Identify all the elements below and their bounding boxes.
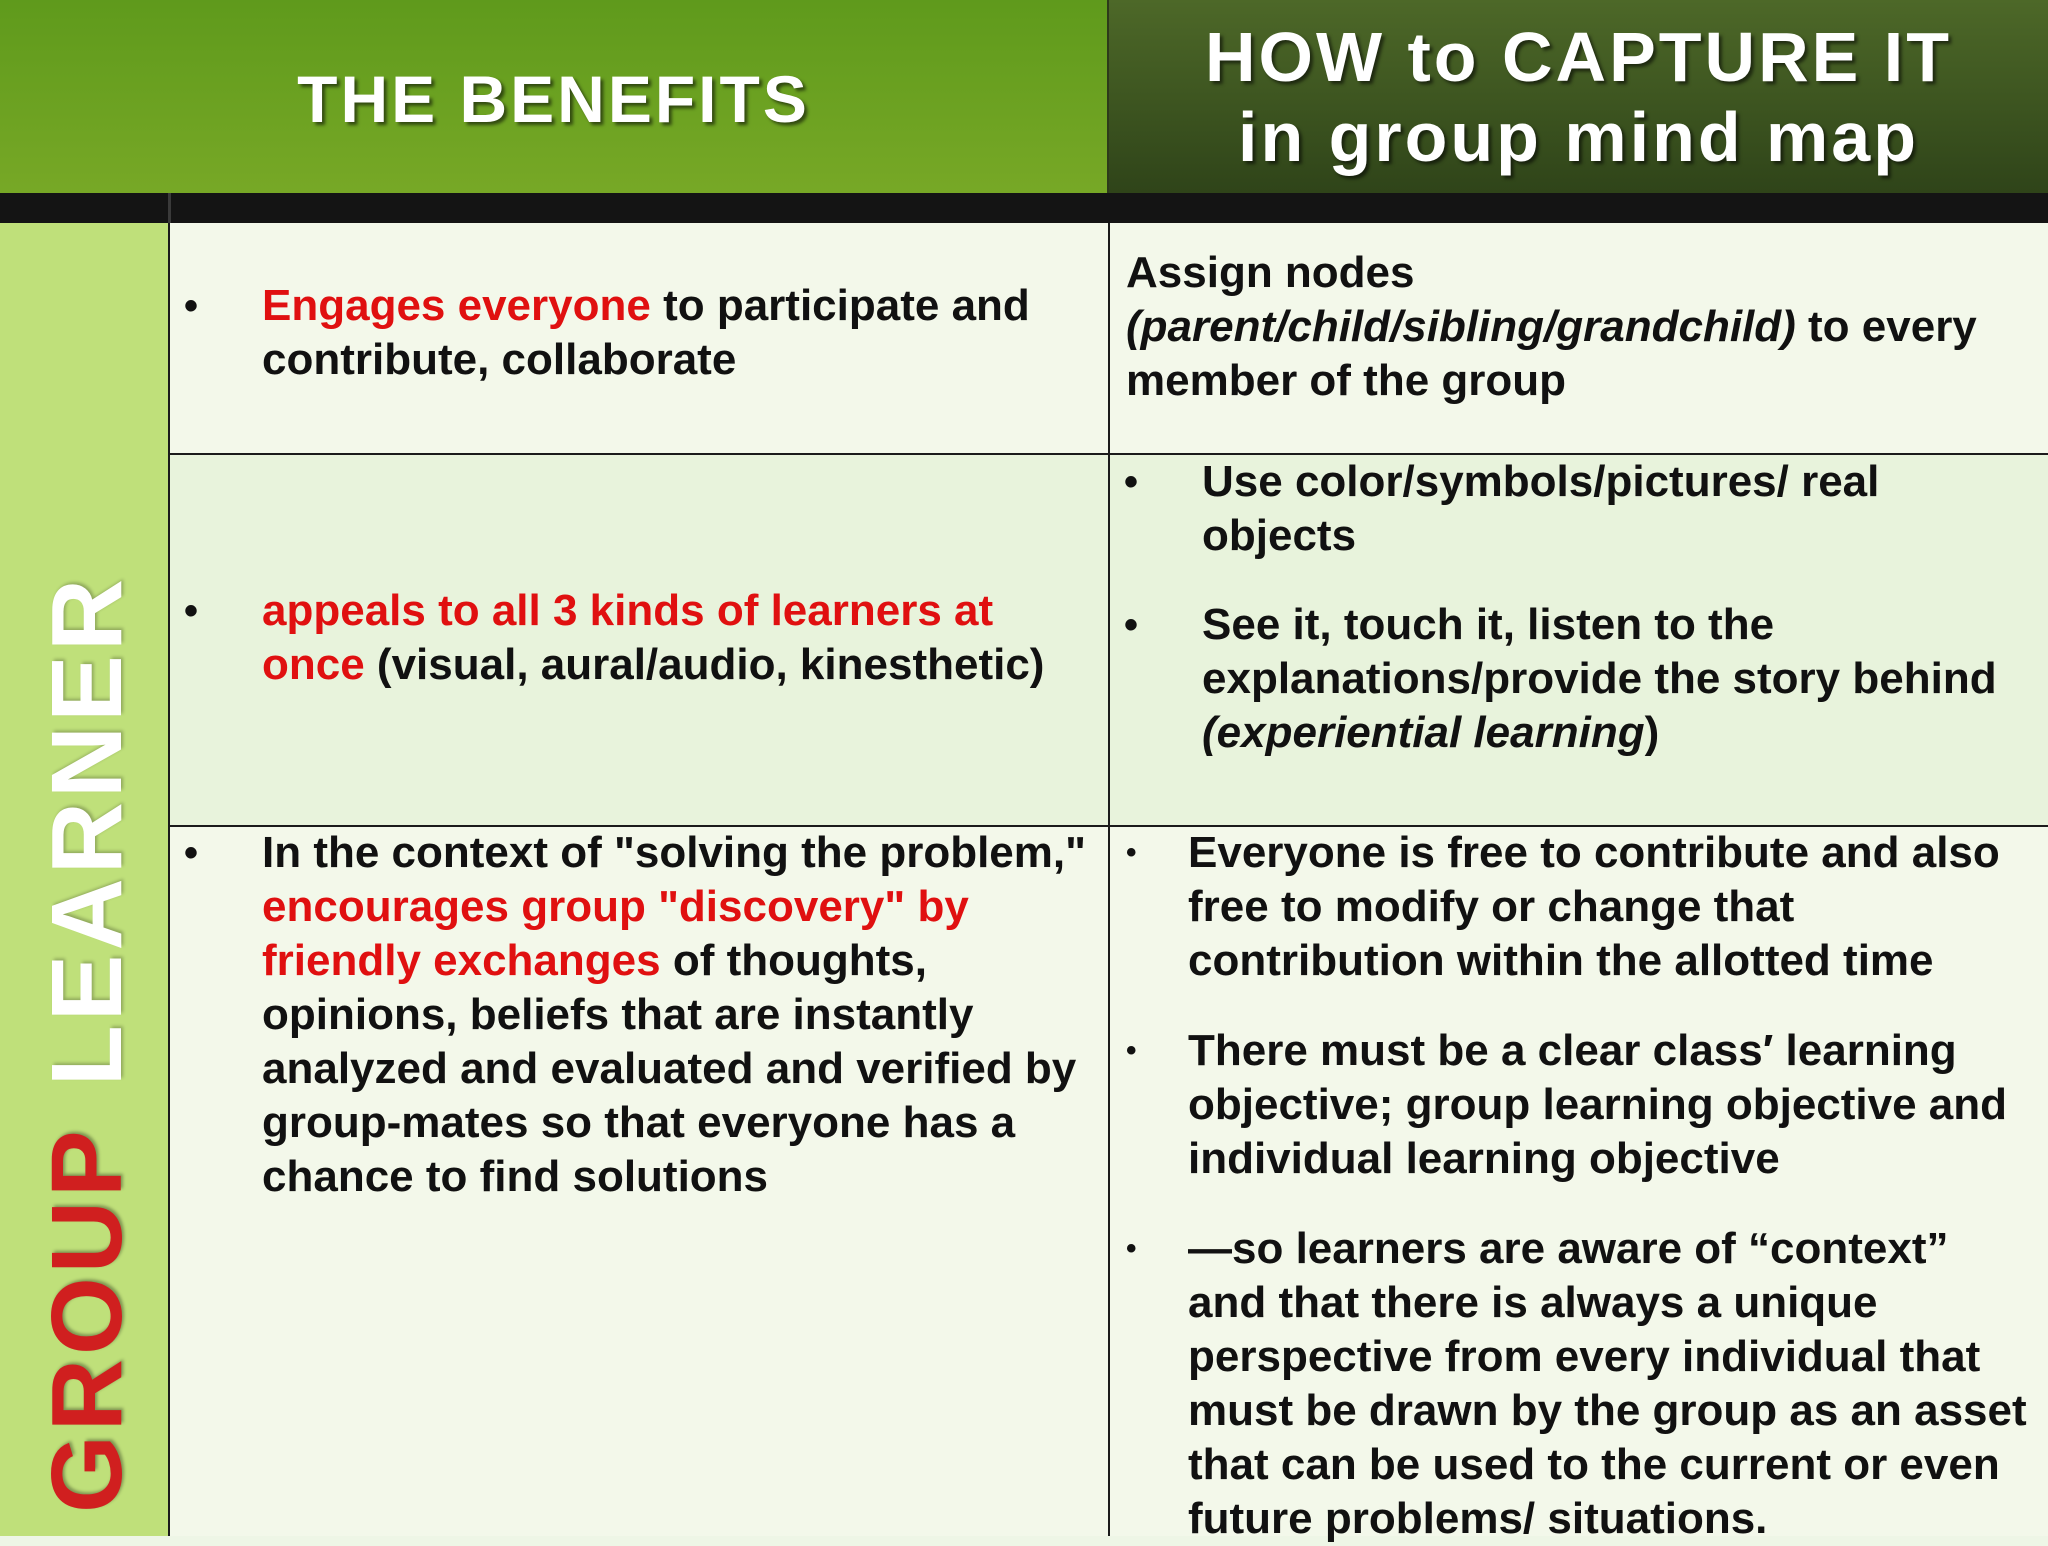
benefits-title: THE BENEFITS [297, 61, 810, 136]
capture-header [1109, 0, 2048, 193]
benefit-text-3 [262, 826, 1097, 1204]
capture-1-after-italic: to every [1795, 302, 1977, 351]
capture-2-item2-close: ) [1644, 708, 1660, 757]
capture-1-line2 [1126, 300, 2036, 354]
capture-1-italic: (parent/child/sibling/grandchild) [1126, 302, 1796, 351]
bullet-dot: • [184, 831, 199, 875]
bullet-dot: • [1124, 603, 1139, 647]
capture-title-line2: in group mind map [1238, 97, 1919, 176]
side-label-column [0, 223, 170, 1536]
capture-2-item1: Use color/symbols/pictures/ real objects [1202, 457, 1880, 560]
header-divider-bar [0, 193, 2048, 223]
column-divider [1108, 223, 1110, 1536]
capture-3-item3: —so learners are aware of “context” and that there is always a unique perspective from every individual that must be drawn by the group as an asset that can be used to the current or even future problems/ situations. [1188, 1224, 2027, 1543]
capture-1-line1: Assign nodes [1126, 248, 1415, 297]
benefit-3-start: In the context of "solving the problem," [262, 828, 1086, 877]
benefit-1-rest: to participate and contribute, collaborate [262, 281, 1030, 384]
bullet-dot: • [1126, 836, 1137, 869]
capture-1-line3: member of the group [1126, 356, 1567, 405]
capture-3-item1: Everyone is free to contribute and also free to modify or change that contribution within the allotted time [1188, 828, 2000, 985]
capture-text-1 [1126, 246, 2036, 408]
benefits-header [0, 0, 1109, 193]
bullet-dot: • [1124, 460, 1139, 504]
benefit-text-1 [262, 279, 1092, 387]
benefit-1-highlight: Engages everyone [262, 281, 651, 330]
bullet-dot: • [1126, 1034, 1137, 1067]
side-label-learner: LEARNER [31, 574, 143, 1087]
capture-title-line1: HOW to CAPTURE IT [1204, 17, 1953, 96]
capture-2-item2-italic: (experiential learning [1202, 708, 1645, 757]
side-label [30, 575, 145, 1513]
capture-2-item2 [1202, 598, 2032, 760]
benefit-2-highlight: appeals to all 3 kinds of learners at once [262, 586, 994, 689]
capture-2-item2-text: See it, touch it, listen to the explanations/provide the story behind [1202, 600, 1997, 703]
bullet-dot: • [184, 284, 199, 328]
bullet-dot: • [1126, 1232, 1137, 1265]
bullet-dot: • [184, 589, 199, 633]
side-label-group: GROUP [31, 1126, 143, 1513]
capture-title [1205, 17, 1952, 177]
benefit-2-rest: (visual, aural/audio, kinesthetic) [364, 640, 1045, 689]
benefit-3-end: of thoughts, opinions, beliefs that are instantly analyzed and evaluated and verified by group-mates so that everyone has a chance to find solutions [262, 936, 1077, 1201]
benefit-3-highlight: encourages group "discovery" by friendly exchanges [262, 882, 969, 985]
benefit-text-2 [262, 584, 1092, 692]
capture-3-item2: There must be a clear class′ learning objective; group learning objective and individual learning objective [1188, 1026, 2008, 1183]
header-divider-notch [168, 193, 171, 223]
